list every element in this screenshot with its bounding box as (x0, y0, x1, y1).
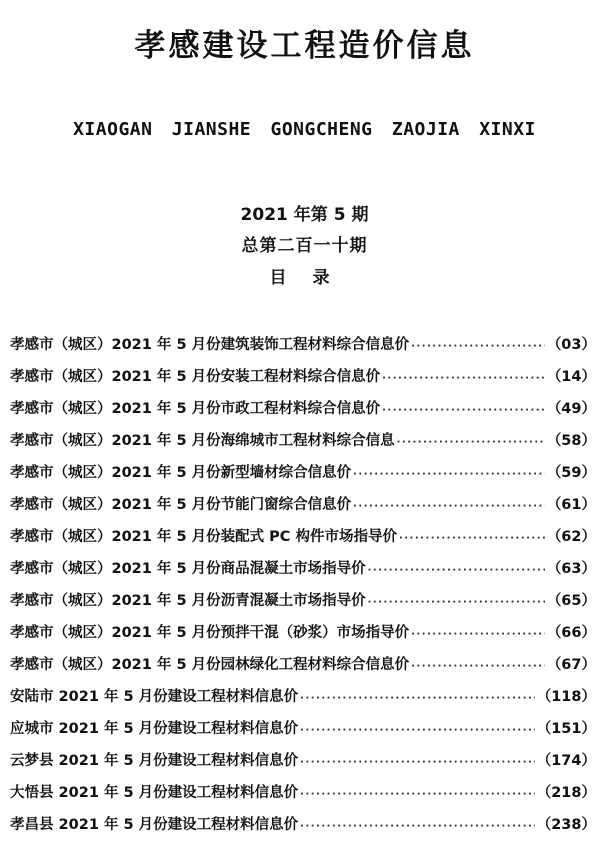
toc-entry-title: 孝感市（城区）2021 年 5 月份海绵城市工程材料综合信息 (10, 433, 395, 449)
toc-entry-title: 孝感市（城区）2021 年 5 月份沥青混凝土市场指导价 (10, 593, 366, 609)
toc-leader-dots (353, 459, 545, 491)
toc-entry[interactable] (10, 585, 596, 617)
toc-entry[interactable] (10, 457, 596, 489)
toc-entry-title: 孝感市（城区）2021 年 5 月份新型墙材综合信息价 (10, 465, 352, 481)
toc-leader-dots (368, 555, 545, 587)
toc-entry-title: 应城市 2021 年 5 月份建设工程材料信息价 (10, 721, 299, 737)
toc-entry-page: （62） (546, 529, 596, 545)
toc-entry-page: （65） (546, 593, 596, 609)
toc-heading: 目 录 (269, 268, 340, 288)
toc-entry[interactable] (10, 489, 596, 521)
toc-entry-page: （67） (546, 657, 596, 673)
toc-entry-page: （66） (546, 625, 596, 641)
toc-entry-page: （14） (546, 369, 596, 385)
toc-entry[interactable] (10, 713, 596, 745)
toc-entry[interactable] (10, 681, 596, 713)
toc-entry-page: （58） (546, 433, 596, 449)
toc-entry[interactable] (10, 425, 596, 457)
page-subtitle-pinyin: XIAOGAN JIANSHE GONGCHENG ZAOJIA XINXI (73, 119, 536, 140)
toc-leader-dots (300, 747, 535, 779)
toc-entry[interactable] (10, 553, 596, 585)
toc-leader-dots (411, 651, 545, 683)
toc-leader-dots (300, 811, 535, 843)
table-of-contents (10, 329, 596, 841)
toc-leader-dots (411, 619, 545, 651)
toc-entry-page: （03） (546, 337, 596, 353)
total-issue-number: 总第二百一十期 (241, 236, 368, 256)
toc-entry[interactable] (10, 329, 596, 361)
toc-leader-dots (382, 363, 545, 395)
toc-entry-title: 孝感市（城区）2021 年 5 月份安装工程材料综合信息价 (10, 369, 381, 385)
toc-leader-dots (300, 683, 535, 715)
toc-leader-dots (353, 491, 545, 523)
toc-entry-title: 孝感市（城区）2021 年 5 月份建筑装饰工程材料综合信息价 (10, 337, 410, 353)
toc-entry-title: 孝感市（城区）2021 年 5 月份商品混凝土市场指导价 (10, 561, 366, 577)
toc-entry-title: 孝昌县 2021 年 5 月份建设工程材料信息价 (10, 817, 299, 833)
issue-number: 2021 年第 5 期 (240, 205, 369, 225)
toc-leader-dots (300, 715, 535, 747)
toc-entry-page: （238） (536, 817, 596, 833)
toc-entry-page: （218） (536, 785, 596, 801)
toc-leader-dots (411, 331, 545, 363)
toc-entry[interactable] (10, 617, 596, 649)
toc-entry-title: 安陆市 2021 年 5 月份建设工程材料信息价 (10, 689, 299, 705)
toc-entry-title: 孝感市（城区）2021 年 5 月份园林绿化工程材料综合信息价 (10, 657, 410, 673)
toc-entry[interactable] (10, 393, 596, 425)
toc-entry-page: （59） (546, 465, 596, 481)
toc-entry[interactable] (10, 521, 596, 553)
toc-entry[interactable] (10, 777, 596, 809)
toc-entry-page: （61） (546, 497, 596, 513)
toc-leader-dots (300, 779, 535, 811)
page-title: 孝感建设工程造价信息 (134, 28, 475, 64)
toc-entry-page: （151） (536, 721, 596, 737)
toc-entry-title: 孝感市（城区）2021 年 5 月份节能门窗综合信息价 (10, 497, 352, 513)
toc-entry-title: 云梦县 2021 年 5 月份建设工程材料信息价 (10, 753, 299, 769)
toc-entry-page: （49） (546, 401, 596, 417)
toc-entry-title: 大悟县 2021 年 5 月份建设工程材料信息价 (10, 785, 299, 801)
toc-entry[interactable] (10, 649, 596, 681)
toc-entry-title: 孝感市（城区）2021 年 5 月份市政工程材料综合信息价 (10, 401, 381, 417)
toc-entry-page: （63） (546, 561, 596, 577)
toc-entry-page: （174） (536, 753, 596, 769)
toc-entry-title: 孝感市（城区）2021 年 5 月份装配式 PC 构件市场指导价 (10, 529, 397, 545)
toc-leader-dots (368, 587, 545, 619)
toc-leader-dots (399, 523, 545, 555)
toc-entry-title: 孝感市（城区）2021 年 5 月份预拌干混（砂浆）市场指导价 (10, 625, 410, 641)
toc-leader-dots (382, 395, 545, 427)
toc-entry[interactable] (10, 361, 596, 393)
toc-entry-page: （118） (536, 689, 596, 705)
toc-leader-dots (397, 427, 545, 459)
toc-entry[interactable] (10, 745, 596, 777)
toc-entry[interactable] (10, 809, 596, 841)
